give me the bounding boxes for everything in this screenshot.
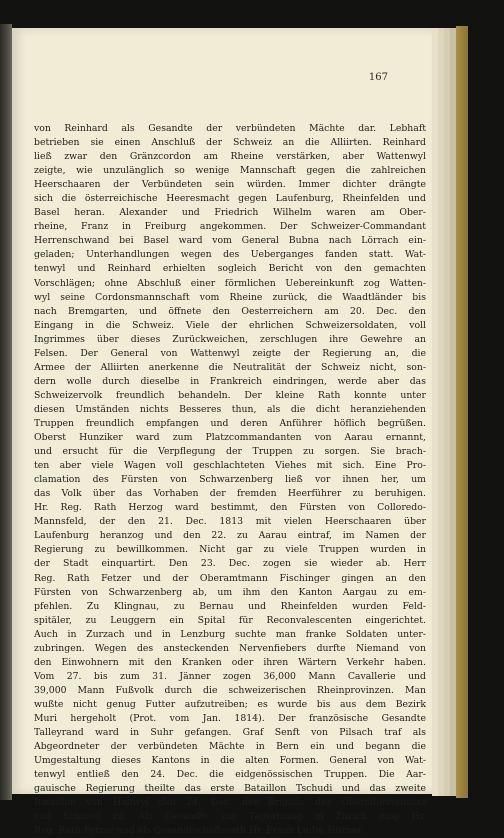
text-line: von Schmiel zu. Als Gesandte zur Tagsatzung in Zürich ging Hr. [34,811,426,823]
text-line: Armee der Alliirten anerkenne die Neutralität der Schweiz nicht, son- [34,361,426,373]
text-line: zubringen. Wegen des ansteckenden Nervenfiebers durfte Niemand von [34,642,426,654]
text-line: und ersucht für die Verpflegung der Truppen zu sorgen. Sie brach- [34,446,426,458]
text-line: nach Bremgarten, und öffnete den Oesterreichern am 20. Dec. den [34,305,426,317]
body-text [34,122,426,838]
text-line: den Einwohnern mit den Kranken oder ihren Wärtern Verkehr haben. [34,656,426,668]
text-line: 39,000 Mann Fußvolk durch die schweizerischen Rheinprovinzen. Man [34,684,426,696]
text-line: von Reinhard als Gesandte der verbündeten Mächte dar. Lebhaft [34,123,426,134]
text-line: zeigte, wie unzulänglich so wenige Mannschaft gegen die zahlreichen [34,165,426,177]
text-line: Reg. Rath Fetzer und als Gesandtschaftsrath Hr. Franz Ludw. Hürner. [34,825,364,837]
text-line: Vom 27. bis zum 31. Jänner zogen 36,000 Mann Cavallerie und [34,670,426,682]
text-line: das Volk über das Vorhaben der fremden Heerführer zu beruhigen. [34,488,426,500]
text-line: Muri hergeholt (Prot. vom Jan. 1814). Der französische Gesandte [34,712,426,724]
text-line: rheine, Franz in Freiburg angekommen. Der Schweizer-Commandant [34,221,426,233]
text-line: Hr. Reg. Rath Herzog ward bestimmt, den Fürsten von Colloredo- [34,502,426,514]
text-line: Regierung zu bewillkommen. Nicht gar zu viele Truppen wurden in [34,544,426,556]
text-line: Oberst Hunziker ward zum Platzcommandanten von Aarau ernannt, [34,432,426,444]
text-line: Herrenschwand bei Basel ward vom General Bubna nach Lörrach ein- [34,235,426,247]
text-line: Ingrimmes über dieses Zurückweichen, zerschlugen ihre Gewehre an [34,333,426,345]
text-line: Bataillon von Hallwyl den 24. Dec. der Brigade des Oberstlieutenants [34,797,426,809]
text-line: Heerschaaren der Verbündeten sein würden. Immer dichter drängte [34,179,426,191]
text-line: Truppen freundlich empfangen und deren Anführer höflich begrüßen. [34,417,426,429]
text-line: spitäler, zu Leuggern ein Spital für Reconvalescenten eingerichtet. [34,614,426,626]
text-line: Umgestaltung dieses Kantons in die alten Formen. General von Wat- [34,755,426,767]
text-line: pfehlen. Zu Klingnau, zu Bernau und Rheinfelden wurden Feld- [34,600,426,612]
text-line: wußte nicht genug Futter aufzutreiben; es wurde bis aus dem Bezirk [34,698,426,710]
text-line: clamation des Fürsten von Schwarzenberg ließ vor ihnen her, um [34,474,426,486]
text-line: Basel heran. Alexander und Friedrich Wilhelm waren am Ober- [34,207,426,219]
text-line: gauische Regierung theilte das erste Bataillon Tschudi und das zweite [34,783,426,795]
text-line: tenwyl und Reinhard erhielten sogleich Bericht von den gemachten [34,263,426,275]
page-number: 167 [368,72,388,83]
text-line: Mannsfeld, der den 21. Dec. 1813 mit vielen Heerschaaren über [34,516,426,528]
text-line: Abgeordneter der verbündeten Mächte in Bern ein und begann die [34,741,426,753]
text-line: Auch in Zurzach und in Lenzburg suchte man franke Soldaten unter- [34,628,426,640]
text-line: ten aber viele Wagen voll geschlachteten Viehes mit sich. Eine Pro- [34,460,426,472]
text-line: dern wolle durch dieselbe in Frankreich eindringen, werde aber das [34,375,426,387]
book-cover-edge [456,26,468,798]
text-line: tenwyl entließ den 24. Dec. die eidgenössischen Truppen. Die Aar- [34,769,426,781]
text-line: Felsen. Der General von Wattenwyl zeigte der Regierung an, die [34,347,426,359]
text-line: wyl seine Cordonsmannschaft vom Rheine zurück, die Waadtländer bis [34,291,426,303]
text-line: Talleyrand ward in Suhr gefangen. Graf Senft von Pilsach traf als [34,727,426,739]
text-line: Schweizervolk freundlich behandeln. Der kleine Rath konnte unter [34,389,426,401]
text-line: geladen; Unterhandlungen wegen des Ueberganges fanden statt. Wat- [34,249,426,261]
previous-page-edge [0,24,12,800]
text-line: ließ zwar den Gränzcordon am Rheine verstärken, aber Wattenwyl [34,151,426,163]
text-line: der Stadt einquartirt. Den 23. Dec. zogen sie wieder ab. Herr [34,558,426,570]
text-line: diesen Umständen nichts Besseres thun, als die dicht heranziehenden [34,403,426,415]
text-line: Reg. Rath Fetzer und der Oberamtmann Fischinger gingen an den [34,572,426,584]
text-line: Fürsten von Schwarzenberg ab, um ihm den Kanton Aargau zu em- [34,586,426,598]
text-line: betrieben sie einen Anschluß der Schweiz an die Alliirten. Reinhard [34,137,426,149]
text-line: Vorschlägen; ohne Abschluß einer förmlichen Uebereinkunft zog Watten- [34,277,426,289]
book-page [12,28,432,837]
text-line: sich die österreichische Heeresmacht gegen Laufenburg, Rheinfelden und [34,193,426,205]
text-line: Laufenburg heranzog und den 22. zu Aarau eintraf, im Namen der [34,530,426,542]
text-line: Eingang in die Schweiz. Viele der ehrlichen Schweizersoldaten, voll [34,319,426,331]
